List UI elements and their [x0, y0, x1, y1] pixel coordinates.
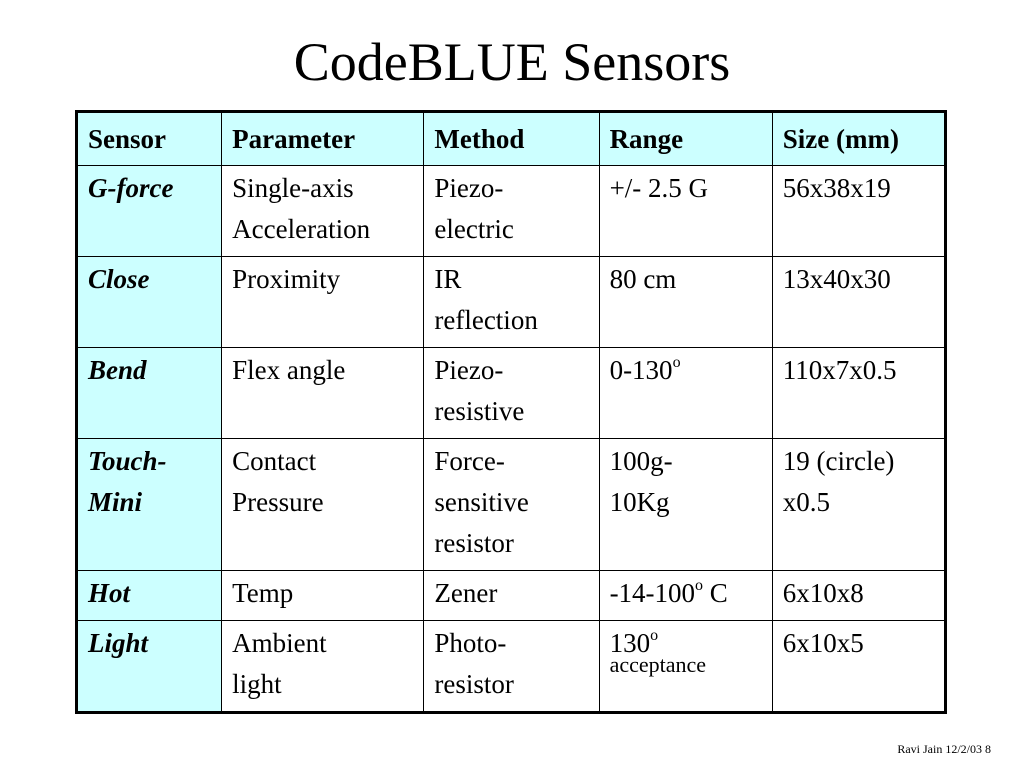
range-value: 0-130 — [609, 355, 673, 385]
slide-title: CodeBLUE Sensors — [293, 32, 731, 92]
sensor-cell — [77, 439, 222, 571]
parameter-cell — [222, 166, 424, 257]
size-text: 6x10x8 — [782, 578, 864, 608]
parameter-cell — [222, 348, 424, 439]
size-text: 110x7x0.5 — [782, 355, 897, 385]
parameter-text: Flex angle — [232, 355, 346, 385]
size-text: 6x10x5 — [782, 628, 864, 658]
range-text: +/- 2.5 G — [609, 173, 709, 203]
degree-mark: o — [672, 354, 681, 371]
size-cell — [772, 348, 945, 439]
method-text: reflection — [434, 305, 538, 335]
parameter-cell — [222, 439, 424, 571]
sensor-cell — [77, 257, 222, 348]
method-text: resistor — [434, 528, 514, 558]
size-cell — [772, 166, 945, 257]
sensor-cell — [77, 571, 222, 621]
method-text: electric — [434, 214, 514, 244]
degree-mark: o — [695, 577, 704, 594]
sensor-name: Hot — [88, 578, 131, 608]
size-text: 13x40x30 — [782, 264, 891, 294]
method-text: Force- — [434, 446, 505, 476]
method-text: IR — [434, 264, 462, 294]
method-cell — [424, 166, 599, 257]
sensor-name: Bend — [88, 355, 147, 385]
parameter-cell — [222, 621, 424, 713]
range-text — [610, 573, 762, 614]
table-row — [77, 166, 946, 257]
parameter-text: Contact — [232, 446, 317, 476]
method-text: sensitive — [434, 487, 529, 517]
sensor-cell — [77, 166, 222, 257]
parameter-text: Single-axis — [232, 173, 354, 203]
header-parameter: Parameter — [222, 112, 424, 166]
parameter-text: Acceleration — [232, 214, 371, 244]
size-text: 56x38x19 — [782, 173, 891, 203]
range-note: acceptance — [609, 652, 707, 677]
method-text: Piezo- — [434, 355, 504, 385]
parameter-text: Proximity — [232, 264, 341, 294]
method-text: Photo- — [434, 628, 507, 658]
parameter-text: light — [232, 669, 282, 699]
method-cell — [424, 571, 599, 621]
header-size: Size (mm) — [772, 112, 945, 166]
range-text: 80 cm — [609, 264, 677, 294]
range-text: 10Kg — [609, 487, 670, 517]
table-row — [77, 621, 946, 713]
sensor-name: Close — [88, 264, 150, 294]
range-value: -14-100 — [609, 578, 696, 608]
parameter-text: Ambient — [232, 628, 327, 658]
method-cell — [424, 348, 599, 439]
table-row — [77, 439, 946, 571]
degree-mark: o — [650, 627, 659, 644]
range-text — [610, 350, 762, 391]
size-cell — [772, 621, 945, 713]
sensor-cell — [77, 621, 222, 713]
method-text: resistor — [434, 669, 514, 699]
sensor-cell — [77, 348, 222, 439]
sensor-name: Mini — [88, 487, 143, 517]
parameter-cell — [222, 571, 424, 621]
range-cell — [599, 439, 772, 571]
range-cell — [599, 348, 772, 439]
range-cell — [599, 166, 772, 257]
range-unit: C — [703, 578, 728, 608]
header-method: Method — [424, 112, 599, 166]
range-cell — [599, 571, 772, 621]
sensors-table — [75, 110, 947, 714]
parameter-cell — [222, 257, 424, 348]
size-cell — [772, 257, 945, 348]
method-cell — [424, 439, 599, 571]
method-text: Piezo- — [434, 173, 504, 203]
range-text: 100g- — [609, 446, 673, 476]
slide-footer: Ravi Jain 12/2/03 8 — [897, 742, 991, 756]
range-cell — [599, 257, 772, 348]
method-cell — [424, 621, 599, 713]
header-range: Range — [599, 112, 772, 166]
header-sensor: Sensor — [77, 112, 222, 166]
size-cell — [772, 571, 945, 621]
table-row — [77, 571, 946, 621]
sensor-name: Light — [88, 628, 149, 658]
sensor-name: Touch- — [88, 446, 167, 476]
sensor-name: G-force — [88, 173, 174, 203]
parameter-text: Pressure — [232, 487, 324, 517]
parameter-text: Temp — [232, 578, 294, 608]
size-cell — [772, 439, 945, 571]
method-cell — [424, 257, 599, 348]
table-row — [77, 348, 946, 439]
size-text: x0.5 — [782, 487, 830, 517]
range-value: 130 — [609, 628, 651, 658]
size-text: 19 (circle) — [782, 446, 895, 476]
method-text: Zener — [434, 578, 498, 608]
range-cell — [599, 621, 772, 713]
table-header-row — [77, 112, 946, 166]
method-text: resistive — [434, 396, 525, 426]
table-row — [77, 257, 946, 348]
